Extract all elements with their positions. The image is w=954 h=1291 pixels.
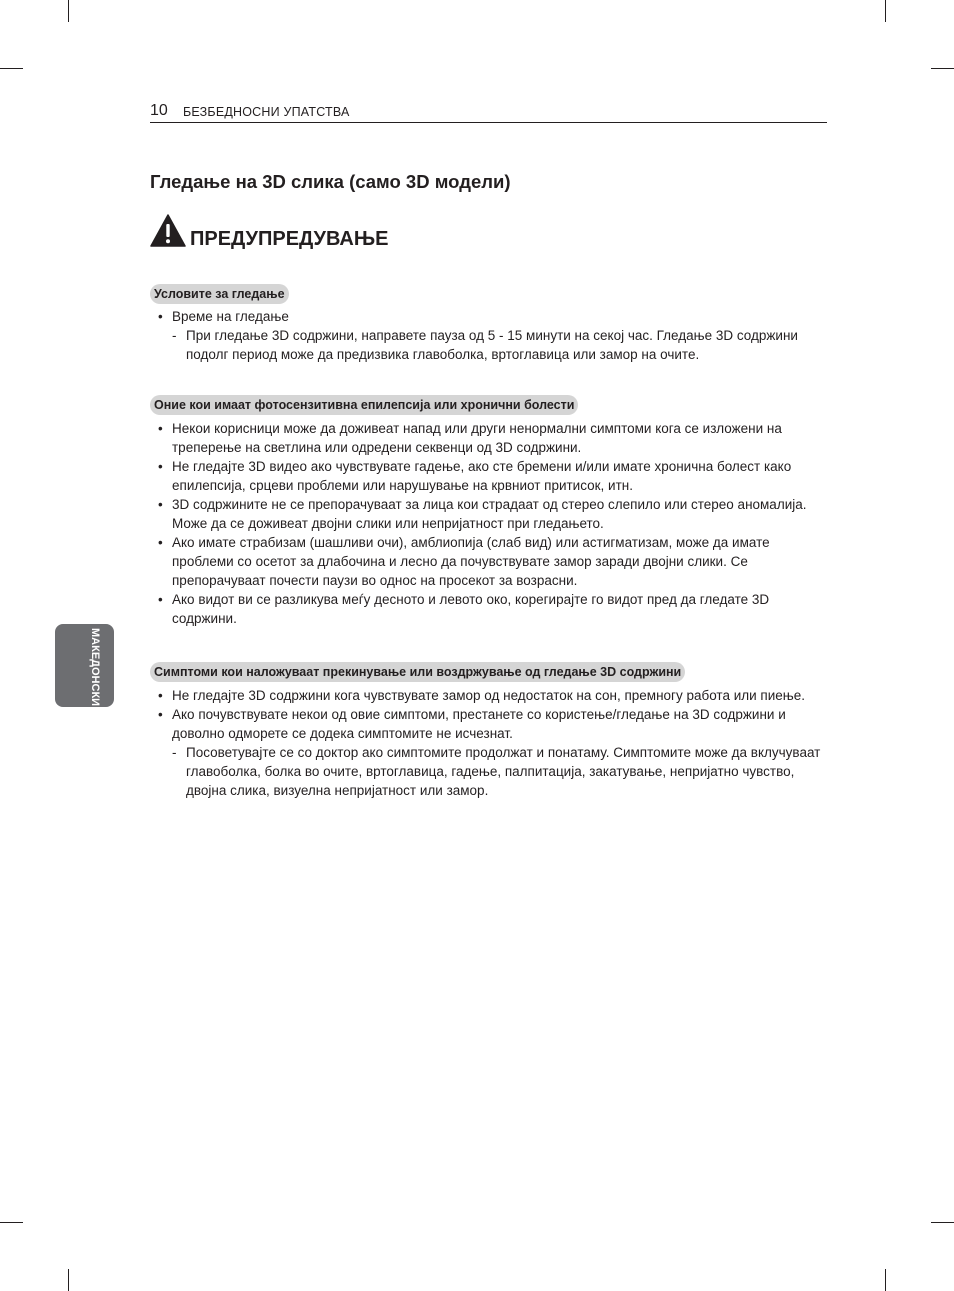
list-item-text: Не гледајте 3D содржини кога чувствувате замор од недостаток на сон, премногу работа или пиење.: [172, 688, 806, 703]
block-heading-symptoms: Симптоми кои наложуваат прекинување или воздржување од гледање 3D содржини: [150, 662, 685, 682]
dash-icon: -: [172, 745, 177, 760]
list-item-text: Време на гледање: [172, 309, 289, 324]
sub-list-item-text: Посоветувајте се со доктор ако симптомите продолжат и понатаму. Симптомите може да вклучуваат главоболка, болка во очите, вртоглавица, гадење, палпитација, закатување, непријатно чувство, двојна слика, визуелна непријатност или замор.: [186, 745, 821, 798]
list-item: [150, 533, 830, 590]
list-item-text: Ако почувствувате некои од овие симптоми, престанете со користење/гледање на 3D содржини и доволно одморете се додека симптомите не исчезнат.: [172, 707, 786, 741]
bullet-icon: •: [158, 592, 163, 607]
warning-label: ПРЕДУПРЕДУВАЊЕ: [190, 228, 389, 250]
section-title: Гледање на 3D слика (само 3D модели): [150, 171, 511, 192]
list-item-text: Ако имате страбизам (шашливи очи), амблиопија (слаб вид) или астигматизам, може да имате проблеми со осетот за длабочина и лесно да почувствувате замор заради двојни слики. Се препорачуваат почести паузи во однос на просекот за возрасни.: [172, 535, 770, 588]
crop-mark: [885, 0, 886, 22]
sub-list-item: [150, 326, 830, 364]
page-number: 10: [150, 102, 168, 119]
crop-mark: [931, 68, 954, 69]
bullet-icon: •: [158, 459, 163, 474]
list-item: [150, 457, 830, 495]
list-item: [150, 686, 830, 705]
crop-mark: [0, 68, 23, 69]
list-item: [150, 705, 830, 743]
bullet-icon: •: [158, 421, 163, 436]
list-item-text: Ако видот ви се разликува меѓу десното и левото око, корегирајте го видот пред да гледате 3D содржини.: [172, 592, 770, 626]
list-item-text: Не гледајте 3D видео ако чувствувате гадење, ако сте бремени и/или имате хронична болест како епилепсија, срцеви проблеми или нарушување на крвниот притисок, итн.: [172, 459, 792, 493]
crop-mark: [931, 1222, 954, 1223]
dash-icon: -: [172, 328, 177, 343]
crop-mark: [68, 1269, 69, 1291]
bullet-icon: •: [158, 535, 163, 550]
warning-triangle-icon: [150, 214, 186, 248]
crop-mark: [885, 1269, 886, 1291]
sub-list-item: [150, 743, 830, 800]
crop-mark: [0, 1222, 23, 1223]
bullet-icon: •: [158, 309, 163, 324]
sub-list-item-text: При гледање 3D содржини, направете пауза од 5 - 15 минути на секој час. Гледање 3D содржини подолг период може да предизвика главоболка, вртоглавица или замор на очите.: [186, 328, 798, 362]
list-item: [150, 590, 830, 628]
list-item: [150, 495, 830, 533]
crop-mark: [68, 0, 69, 22]
symptoms-list: [150, 686, 830, 800]
block-heading-viewing-conditions: Условите за гледање: [150, 284, 289, 304]
epilepsy-list: [150, 419, 830, 628]
list-item-text: Некои корисници може да доживеат напад или други ненормални симптоми кога се изложени на треперење на светлина или одредени секвенци од 3D содржини.: [172, 421, 782, 455]
language-label: МАКЕДОНСКИ: [89, 628, 101, 707]
bullet-icon: •: [158, 688, 163, 703]
viewing-conditions-list: [150, 307, 830, 364]
running-title: БЕЗБЕДНОСНИ УПАТСТВА: [183, 105, 350, 119]
bullet-icon: •: [158, 497, 163, 512]
list-item-text: 3D содржините не се препорачуваат за лица кои страдаат од стерео слепило или стерео аномалија. Може да се доживеат двојни слики или непријатност при гледањето.: [172, 497, 807, 531]
list-item: [150, 307, 830, 326]
bullet-icon: •: [158, 707, 163, 722]
block-heading-photosensitive-epilepsy: Оние кои имаат фотосензитивна епилепсија или хронични болести: [150, 395, 578, 415]
list-item: [150, 419, 830, 457]
page-header: [150, 102, 827, 123]
language-side-tab: [55, 624, 114, 707]
